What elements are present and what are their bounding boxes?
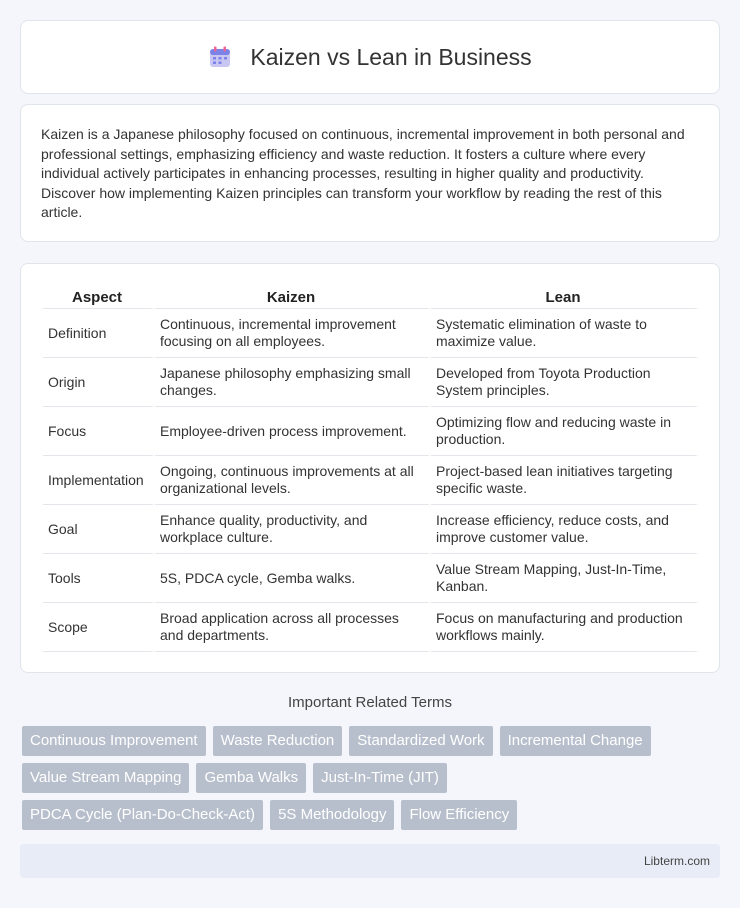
cell-lean: Developed from Toyota Production System principles. [431,358,699,407]
comparison-card [20,263,720,673]
tag-value-stream-mapping[interactable]: Value Stream Mapping [22,763,189,793]
cell-kaizen: Broad application across all processes and departments. [155,603,431,652]
tag-just-in-time[interactable]: Just-In-Time (JIT) [313,763,447,793]
table-row [43,407,699,456]
tag-pdca-cycle[interactable]: PDCA Cycle (Plan-Do-Check-Act) [22,800,263,830]
tag-standardized-work[interactable]: Standardized Work [349,726,492,756]
footer-link[interactable]: Libterm.com [643,854,710,868]
cell-aspect: Definition [43,309,155,358]
header-aspect: Aspect [43,286,155,309]
tag-continuous-improvement[interactable]: Continuous Improvement [22,726,206,756]
table-row [43,309,699,358]
table-row [43,554,699,603]
cell-kaizen: Japanese philosophy emphasizing small changes. [155,358,431,407]
tag-incremental-change[interactable]: Incremental Change [500,726,651,756]
page-title: Kaizen vs Lean in Business [250,43,532,70]
cell-kaizen: Enhance quality, productivity, and workplace culture. [155,505,431,554]
cell-kaizen: 5S, PDCA cycle, Gemba walks. [155,554,431,603]
cell-aspect: Focus [43,407,155,456]
cell-lean: Optimizing flow and reducing waste in production. [431,407,699,456]
header-lean: Lean [431,286,699,309]
comparison-table [43,286,699,652]
cell-kaizen: Employee-driven process improvement. [155,407,431,456]
calendar-icon [208,45,232,69]
cell-kaizen: Continuous, incremental improvement focusing on all employees. [155,309,431,358]
cell-aspect: Scope [43,603,155,652]
tag-5s-methodology[interactable]: 5S Methodology [270,800,394,830]
cell-lean: Focus on manufacturing and production workflows mainly. [431,603,699,652]
tag-gemba-walks[interactable]: Gemba Walks [196,763,306,793]
cell-lean: Value Stream Mapping, Just-In-Time, Kanban. [431,554,699,603]
table-row [43,358,699,407]
cell-aspect: Implementation [43,456,155,505]
table-header-row [43,286,699,309]
table-row [43,456,699,505]
header-card [20,20,720,94]
footer [20,844,720,878]
tag-row [22,800,722,830]
table-row [43,603,699,652]
related-terms-title: Important Related Terms [288,694,452,711]
tag-waste-reduction[interactable]: Waste Reduction [213,726,343,756]
intro-card [20,104,720,242]
cell-lean: Systematic elimination of waste to maximize value. [431,309,699,358]
cell-kaizen: Ongoing, continuous improvements at all organizational levels. [155,456,431,505]
cell-aspect: Goal [43,505,155,554]
cell-lean: Project-based lean initiatives targeting specific waste. [431,456,699,505]
tag-flow-efficiency[interactable]: Flow Efficiency [401,800,517,830]
tag-row [22,726,722,756]
header-kaizen: Kaizen [155,286,431,309]
cell-aspect: Origin [43,358,155,407]
cell-lean: Increase efficiency, reduce costs, and improve customer value. [431,505,699,554]
intro-text: Kaizen is a Japanese philosophy focused on continuous, incremental improvement in both personal and professional settings, emphasizing efficiency and waste reduction. It fosters a culture where every individual actively participates in enhancing processes, resulting in higher quality and productivity. Discover how implementing Kaizen principles can transform your workflow by reading the rest of this article. [41,126,685,221]
related-terms-list [22,726,722,837]
cell-aspect: Tools [43,554,155,603]
tag-row [22,763,722,793]
table-row [43,505,699,554]
